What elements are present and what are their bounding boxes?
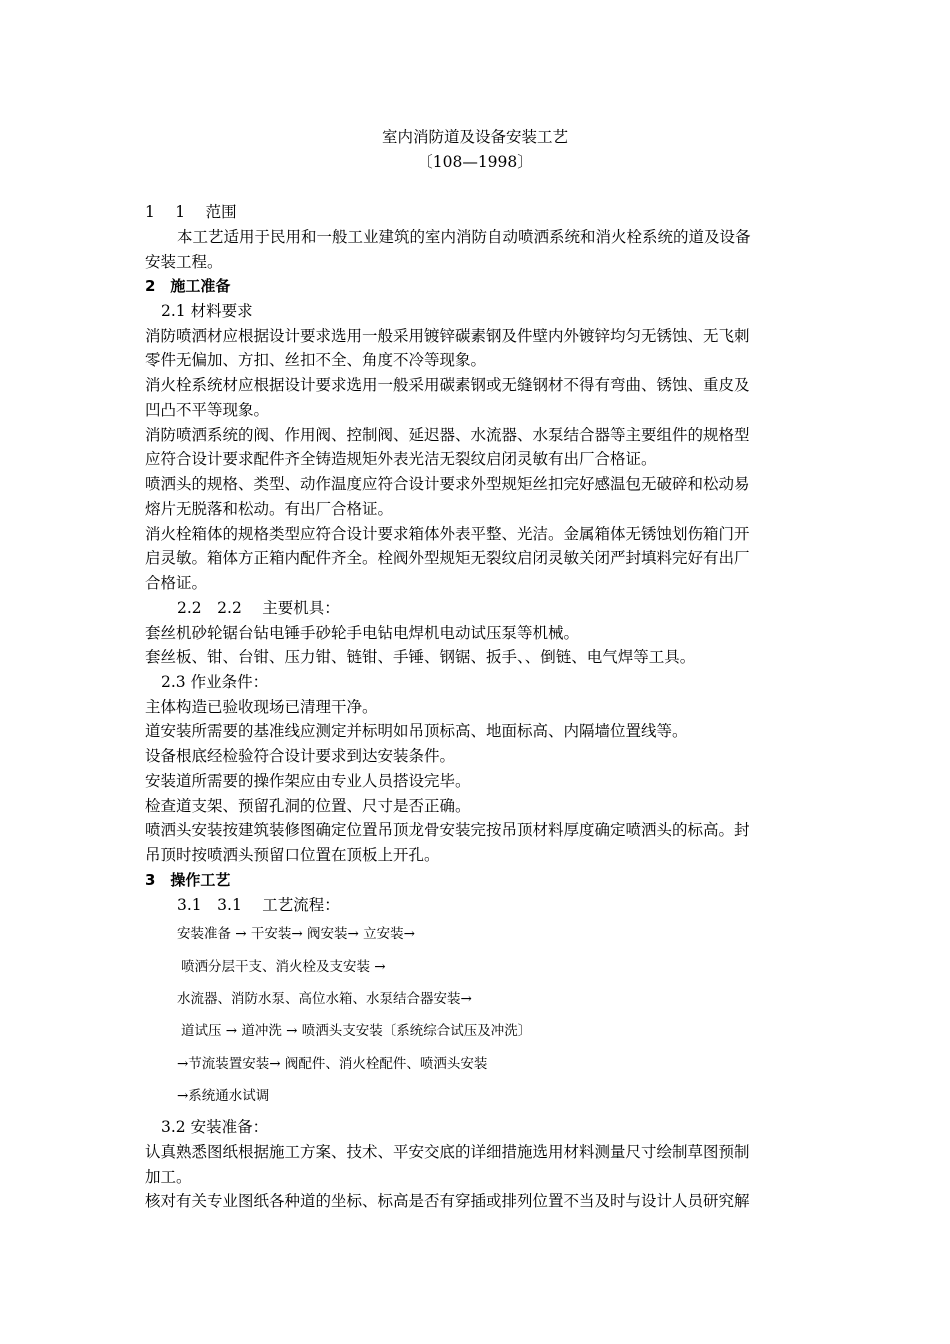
paragraph-line: 检查道支架、预留孔洞的位置、尺寸是否正确。 [145,797,471,815]
paragraph-line: 吊顶时按喷洒头预留口位置在顶板上开孔。 [145,846,440,864]
section-3-1-heading: 3.1 3.1 工艺流程： [177,896,340,914]
paragraph-line: 喷洒头安装按建筑装修图确定位置吊顶龙骨安装完按吊顶材料厚度确定喷洒头的标高。封 [145,821,750,839]
flow-step: →系统通水试调 [177,1088,270,1104]
flow-step: 水流器、消防水泵、高位水箱、水泵结合器安装→ [177,991,472,1007]
paragraph-line: 启灵敏。箱体方正箱内配件齐全。栓阀外型规矩无裂纹启闭灵敏关闭严封填料完好有出厂 [145,549,750,567]
paragraph-line: 应符合设计要求配件齐全铸造规矩外表光洁无裂纹启闭灵敏有出厂合格证。 [145,450,657,468]
paragraph-line: 喷洒头的规格、类型、动作温度应符合设计要求外型规矩丝扣完好感温包无破碎和松动易 [145,475,750,493]
paragraph-line: 套丝机砂轮锯台钻电锤手砂轮手电钻电焊机电动试压泵等机械。 [145,624,580,642]
paragraph-line: 主体构造已验收现场已清理干净。 [145,698,378,716]
paragraph-line: 消防喷洒材应根据设计要求选用一般采用镀锌碳素钢及件壁内外镀锌均匀无锈蚀、无飞刺 [145,327,750,345]
section-1-heading: 1 1 范围 [145,203,237,221]
flow-step: 道试压 → 道冲洗 → 喷洒头支安装〔系统综合试压及冲洗〕 [181,1023,532,1039]
section-2-2-heading: 2.2 2.2 主要机具： [177,599,340,617]
paragraph-line: 熔片无脱落和松动。有出厂合格证。 [145,500,394,518]
paragraph-line: 套丝板、钳、台钳、压力钳、链钳、手锤、钢锯、扳手、、倒链、电气焊等工具。 [145,648,696,666]
paragraph-line: 零件无偏加、方扣、丝扣不全、角度不冷等现象。 [145,351,487,369]
paragraph-line: 消防喷洒系统的阀、作用阀、控制阀、延迟器、水流器、水泵结合器等主要组件的规格型 [145,426,750,444]
paragraph-line: 消火栓箱体的规格类型应符合设计要求箱体外表平整、光洁。金属箱体无锈蚀划伤箱门开 [145,525,750,543]
paragraph-line: 核对有关专业图纸各种道的坐标、标高是否有穿插或排列位置不当及时与设计人员研究解 [145,1192,750,1210]
paragraph-line: 安装道所需要的操作架应由专业人员搭设完毕。 [145,772,471,790]
paragraph-line: 消火栓系统材应根据设计要求选用一般采用碳素钢或无缝钢材不得有弯曲、锈蚀、重皮及 [145,376,750,394]
paragraph-line: 认真熟悉图纸根据施工方案、技术、平安交底的详细措施选用材料测量尺寸绘制草图预制 [145,1143,750,1161]
section-3-heading: 3 操作工艺 [145,871,231,889]
paragraph-line: 道安装所需要的基准线应测定并标明如吊顶标高、地面标高、内隔墙位置线等。 [145,722,688,740]
section-1-paragraph: 安装工程。 [145,253,223,271]
section-2-3-heading: 2.3 作业条件： [161,673,269,691]
section-1-paragraph: 本工艺适用于民用和一般工业建筑的室内消防自动喷洒系统和消火栓系统的道及设备 [177,228,751,246]
flow-step: 安装准备 → 干安装→ 阀安装→ 立安装→ [177,926,415,942]
paragraph-line: 合格证。 [145,574,208,592]
section-2-1-heading: 2.1 材料要求 [161,302,253,320]
document-title: 室内消防道及设备安装工艺 [381,128,568,146]
section-3-2-heading: 3.2 安装准备： [161,1118,269,1136]
flow-step: →节流装置安装→ 阀配件、消火栓配件、喷洒头安装 [177,1056,488,1072]
paragraph-line: 设备根底经检验符合设计要求到达安装条件。 [145,747,456,765]
paragraph-line: 加工。 [145,1168,192,1186]
flow-step: 喷洒分层干支、消火栓及支安装 → [181,959,386,975]
document-code: 〔108—1998〕 [417,153,533,171]
section-2-heading: 2 施工准备 [145,277,231,295]
paragraph-line: 凹凸不平等现象。 [145,401,270,419]
